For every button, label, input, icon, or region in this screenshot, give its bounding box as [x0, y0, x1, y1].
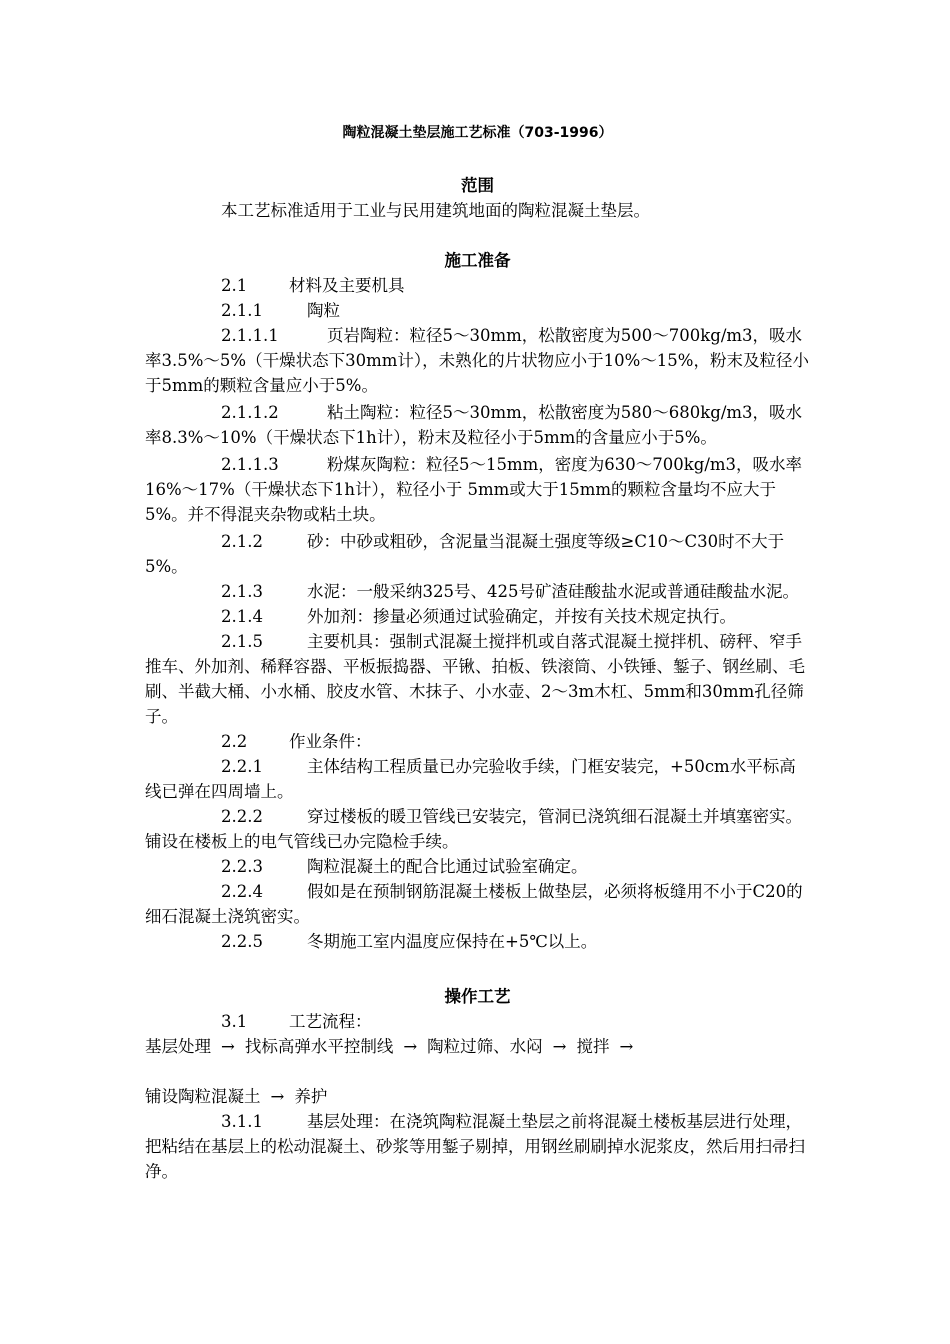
clause-2-1-1-3 [145, 452, 810, 527]
clause-2-2-4 [145, 879, 810, 929]
clause-2-1-5 [145, 629, 810, 729]
clause-text: 基层处理：在浇筑陶粒混凝土垫层之前将混凝土楼板基层进行处理，把粘结在基层上的松动混凝土、砂浆等用錾子剔掉，用钢丝刷刷掉水泥浆皮，然后用扫帚扫净。 [145, 1112, 805, 1181]
clause-text: 粘土陶粒：粒径5～30mm，松散密度为580～680kg/m3，吸水率8.3%～10%（干燥状态下1h计），粉末及粒径小于5mm的含量应小于5%。 [145, 403, 803, 447]
clause-number: 2.2.2 [221, 807, 263, 826]
clause-2-2-5 [145, 929, 810, 954]
section-heading-scope: 范围 [461, 176, 494, 195]
clause-number: 2.1.4 [221, 607, 263, 626]
clause-text: 假如是在预制钢筋混凝土楼板上做垫层，必须将板缝用不小于C20的细石混凝土浇筑密实。 [145, 882, 803, 926]
document-title: 陶粒混凝土垫层施工艺标准（703-1996） [342, 125, 613, 141]
clause-text: 水泥：一般采纳325号、425号矿渣硅酸盐水泥或普通硅酸盐水泥。 [307, 582, 799, 601]
clause-number: 2.1.1.2 [221, 403, 279, 422]
clause-number: 2.1.1.1 [221, 326, 279, 345]
process-flow-line-2 [145, 1084, 810, 1109]
arrow-right-icon: → [270, 1087, 285, 1106]
clause-text: 主要机具：强制式混凝土搅拌机或自落式混凝土搅拌机、磅秤、窄手推车、外加剂、稀释容器、平板振捣器、平锹、拍板、铁滚筒、小铁锤、錾子、钢丝刷、毛刷、半截大桶、小水桶、胶皮水管、木抹子、小水壶、2～3m木杠、5mm和30mm孔径筛子。 [145, 632, 805, 726]
clause-number: 2.2.5 [221, 932, 263, 951]
clause-2-1-1-2 [145, 400, 810, 450]
arrow-right-icon: → [619, 1037, 634, 1056]
clause-number: 2.1.1.3 [221, 455, 279, 474]
clause-text: 主体结构工程质量已办完验收手续，门框安装完，+50cm水平标高线已弹在四周墙上。 [145, 757, 796, 801]
arrow-right-icon: → [403, 1037, 418, 1056]
clause-number: 2.1.5 [221, 632, 263, 651]
arrow-right-icon: → [221, 1037, 235, 1056]
clause-text: 材料及主要机具 [289, 276, 405, 295]
clause-number: 2.2.4 [221, 882, 263, 901]
process-flow-line-1 [145, 1034, 810, 1059]
clause-2-1-1-1 [145, 323, 810, 398]
clause-text: 外加剂：掺量必须通过试验确定，并按有关技术规定执行。 [307, 607, 736, 626]
clause-text: 陶粒混凝土的配合比通过试验室确定。 [307, 857, 588, 876]
clause-number: 2.2.1 [221, 757, 263, 776]
clause-number: 3.1 [221, 1012, 248, 1031]
clause-2-1-3 [145, 579, 810, 604]
section-heading-operation: 操作工艺 [444, 987, 511, 1006]
clause-text: 页岩陶粒：粒径5～30mm，松散密度为500～700kg/m3，吸水率3.5%～5%（干燥状态下30mm计），未熟化的片状物应小于10%～15%，粉末及粒径小于5mm的颗粒含量应小于5%。 [145, 326, 809, 395]
clause-3-1-1 [145, 1109, 810, 1184]
clause-number: 2.2 [221, 732, 248, 751]
clause-number: 2.1.3 [221, 582, 263, 601]
clause-number: 2.1 [221, 276, 248, 295]
clause-number: 2.2.3 [221, 857, 263, 876]
clause-text: 冬期施工室内温度应保持在+5℃以上。 [307, 932, 598, 951]
flow-step: 找标高弹水平控制线 [244, 1037, 394, 1056]
clause-number: 2.1.1 [221, 301, 263, 320]
flow-step: 搅拌 [576, 1037, 610, 1056]
clause-2-1-4 [145, 604, 810, 629]
flow-step: 铺设陶粒混凝土 [145, 1087, 261, 1106]
clause-number: 3.1.1 [221, 1112, 263, 1131]
section-heading-preparation: 施工准备 [444, 251, 511, 270]
clause-text: 工艺流程： [289, 1012, 372, 1031]
clause-text: 粉煤灰陶粒：粒径5～15mm，密度为630～700kg/m3，吸水率16%～17%（干燥状态下1h计），粒径小于 5mm或大于15mm的颗粒含量均不应大于5%。并不得混夹杂物或粘土块。 [145, 455, 803, 524]
clause-2-2-1 [145, 754, 810, 804]
clause-number: 2.1.2 [221, 532, 263, 551]
clause-2-1-2 [145, 529, 810, 579]
clause-text: 陶粒 [307, 301, 340, 320]
clause-2-2-3 [145, 854, 810, 879]
document-page [145, 118, 810, 1184]
clause-2-2-2 [145, 804, 810, 854]
clause-2-2 [145, 729, 810, 754]
clause-text: 穿过楼板的暖卫管线已安装完，管洞已浇筑细石混凝土并填塞密实。铺设在楼板上的电气管线已办完隐检手续。 [145, 807, 802, 851]
clause-2-1 [145, 273, 810, 298]
flow-step: 陶粒过筛、水闷 [427, 1037, 543, 1056]
arrow-right-icon: → [552, 1037, 567, 1056]
clause-3-1 [145, 1009, 810, 1034]
flow-step: 基层处理 [145, 1037, 211, 1056]
flow-step: 养护 [294, 1087, 328, 1106]
clause-text: 砂：中砂或粗砂，含泥量当混凝土强度等级≥C10～C30时不大于5%。 [145, 532, 785, 576]
clause-text: 作业条件： [289, 732, 372, 751]
scope-paragraph: 本工艺标准适用于工业与民用建筑地面的陶粒混凝土垫层。 [221, 201, 650, 220]
clause-2-1-1 [145, 298, 810, 323]
